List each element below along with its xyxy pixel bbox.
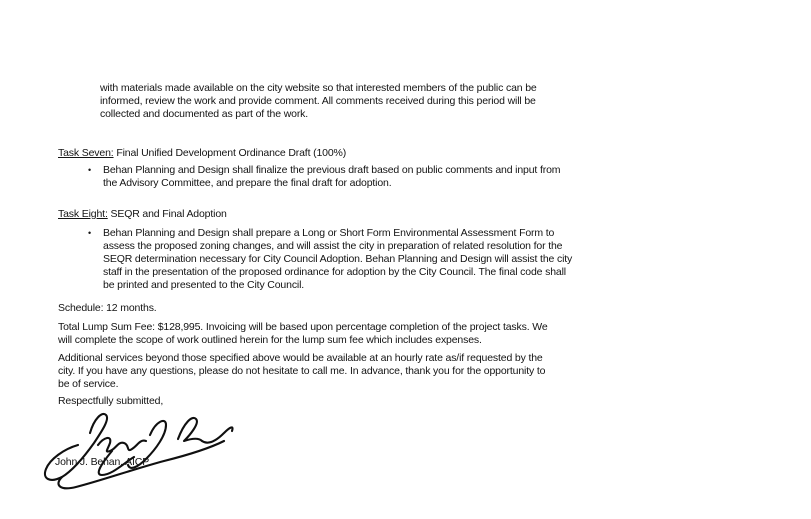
task-seven-heading-label: Task Seven: [58,147,114,159]
intro-paragraph: with materials made available on the city website so that interested members of the public can be informed, review the work and provide comment. All comments received during this period will be collected and documented as part of the work. [100,82,537,120]
signature-block [38,405,238,495]
task-eight-heading-label: Task Eight: [58,208,108,220]
bullet-icon: • [88,165,92,175]
closing-line: Respectfully submitted, [58,395,164,407]
schedule-line: Schedule: 12 months. [58,302,157,314]
handwritten-signature-icon [38,405,238,495]
task-eight-bullet-item [88,227,572,292]
additional-services-paragraph: Additional services beyond those specified above would be available at an hourly rate as/if requested by the city. If you have any questions, please do not hesitate to call me. In advance, thank you for the opportunity to be of service. [58,352,546,390]
typed-signatory-name: John J. Behan, AICP [55,456,150,468]
fee-paragraph: Total Lump Sum Fee: $128,995. Invoicing will be based upon percentage completion of the project tasks. We will complete the scope of work outlined herein for the lump sum fee which includes expenses. [58,321,548,346]
task-seven-heading [58,147,346,160]
task-eight-heading [58,208,227,221]
task-seven-bullet-text: Behan Planning and Design shall finalize the previous draft based on public comments and input from the Advisory Committee, and prepare the final draft for adoption. [103,164,561,189]
task-eight-bullet-text: Behan Planning and Design shall prepare a Long or Short Form Environmental Assessment Form to assess the proposed zoning changes, and will assist the city in preparation of related resolution for the SEQR determination necessary for City Council Adoption. Behan Planning and Design will assist the city staff in the presentation of the proposed ordinance for adoption by the City Council. The final code shall be printed and presented to the City Council. [103,227,573,291]
bullet-icon: • [88,228,92,238]
task-eight-heading-rest: SEQR and Final Adoption [107,208,227,220]
task-seven-heading-rest: Final Unified Development Ordinance Draft (100%) [113,147,347,159]
task-seven-bullet-item [88,164,560,190]
